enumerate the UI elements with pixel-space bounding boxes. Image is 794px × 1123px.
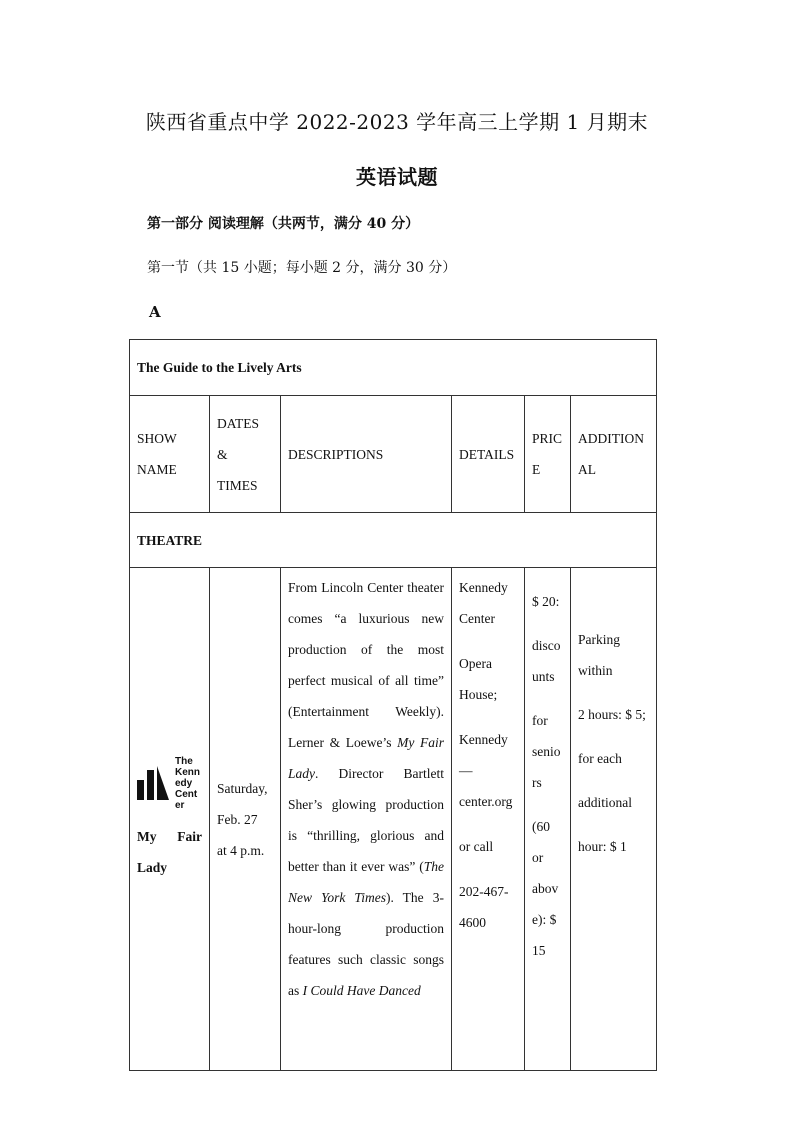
price-line4: (60 or above): $ 15 bbox=[532, 819, 559, 958]
price-cell bbox=[525, 568, 571, 1071]
additional-cell bbox=[571, 568, 657, 1071]
table-header-row bbox=[130, 396, 657, 513]
desc-italic-show: My Fair Lady bbox=[288, 735, 444, 781]
details-cell bbox=[452, 568, 525, 1071]
header-additional: ADDITIONAL bbox=[571, 396, 657, 513]
details-line1: Kennedy Center bbox=[459, 580, 508, 626]
details-line5: center.org bbox=[459, 794, 513, 809]
additional-line2: 2 hours: $ 5; bbox=[578, 707, 646, 722]
additional-line1: Parking within bbox=[578, 632, 620, 678]
header-descriptions: DESCRIPTIONS bbox=[281, 396, 452, 513]
price-line1: $ 20: bbox=[532, 594, 560, 609]
section-label: THEATRE bbox=[130, 513, 657, 568]
header-dates-line1: DATES bbox=[217, 415, 260, 431]
desc-part1: From Lincoln Center theater comes “a luxurious new production of the most perfect musical of all time” (Entertainment Weekly). Lerner & Loewe’s bbox=[288, 580, 444, 750]
lively-arts-guide-table bbox=[129, 339, 657, 1071]
date-line2: Feb. 27 bbox=[217, 811, 258, 827]
details-line6: or call bbox=[459, 839, 494, 854]
show-name-cell bbox=[130, 568, 210, 1071]
header-dates-line2: & bbox=[217, 446, 228, 462]
header-dates-times bbox=[210, 396, 281, 513]
date-line1: Saturday, bbox=[217, 780, 268, 796]
price-line3: for seniors bbox=[532, 713, 561, 790]
description-cell bbox=[281, 568, 452, 1071]
details-line2: Opera House; bbox=[459, 656, 498, 702]
table-row bbox=[130, 568, 657, 1071]
additional-line3: for each bbox=[578, 751, 622, 766]
description-text bbox=[288, 572, 444, 1012]
kennedy-center-logo bbox=[137, 756, 202, 811]
document-title-line1: 陕西省重点中学 2022-2023 学年高三上学期 1 月期末 bbox=[145, 110, 649, 134]
table-title-row bbox=[130, 340, 657, 396]
desc-part2: . Director Bartlett Sher’s glowing production is “thrilling, glorious and better than it ever was” ( bbox=[288, 766, 444, 874]
date-line3: at 4 p.m. bbox=[217, 842, 265, 858]
header-details: DETAILS bbox=[452, 396, 525, 513]
desc-italic-newspaper: The New York Times bbox=[288, 859, 444, 905]
header-show-name: SHOW NAME bbox=[130, 396, 210, 513]
additional-line5: hour: $ 1 bbox=[578, 839, 627, 854]
section-heading: 第一节（共 15 小题；每小题 2 分，满分 30 分） bbox=[147, 260, 457, 276]
kennedy-center-logo-icon bbox=[137, 766, 169, 800]
date-cell bbox=[210, 568, 281, 1071]
document-title-line2: 英语试题 bbox=[356, 165, 438, 189]
show-name-line2: Lady bbox=[137, 859, 168, 875]
passage-letter: A bbox=[149, 303, 161, 321]
logo-wordmark: The Kennedy Center bbox=[175, 755, 200, 811]
header-dates-line3: TIMES bbox=[217, 477, 258, 493]
details-line7: 202-467-4600 bbox=[459, 884, 509, 930]
part-heading: 第一部分 阅读理解（共两节，满分 40 分） bbox=[147, 216, 420, 232]
details-line4: — bbox=[459, 763, 473, 778]
table-title: The Guide to the Lively Arts bbox=[130, 340, 657, 396]
section-row bbox=[130, 513, 657, 568]
show-name-line1: My Fair bbox=[137, 828, 202, 844]
desc-part3: ). The 3-hour-long production features such classic songs as bbox=[288, 890, 444, 998]
additional-line4: additional bbox=[578, 795, 632, 810]
details-line3: Kennedy bbox=[459, 732, 508, 747]
header-price: PRICE bbox=[525, 396, 571, 513]
desc-italic-song: I Could Have Danced bbox=[302, 983, 421, 998]
price-line2: discounts bbox=[532, 638, 561, 684]
